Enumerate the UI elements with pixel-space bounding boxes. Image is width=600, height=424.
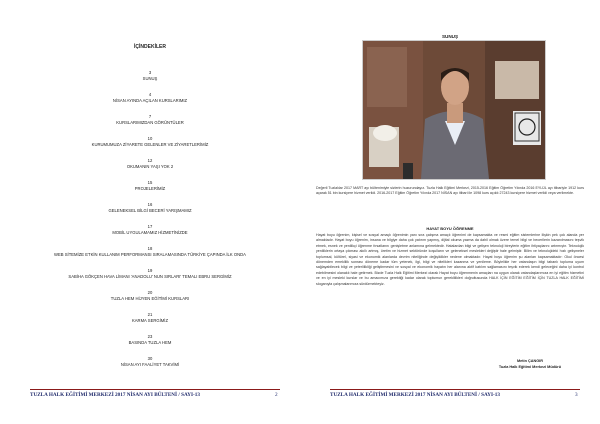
photo-illustration xyxy=(363,41,545,179)
toc-entry xyxy=(0,92,300,104)
toc-entry-title: PROJELERİMİZ xyxy=(134,186,166,191)
toc-entry-title: KARMA SERGİMİZ xyxy=(131,318,169,323)
toc-entry-title: NİSAN AYI FAALİYET TAKVİMİ xyxy=(120,362,180,367)
toc-page-number: 4 xyxy=(148,92,152,97)
toc-entry-title: SABİHA GÖKÇEN HAVA LİMANI 'ANADOLU' NUN SIRLARI' TEMALI EBRU SERGİMİZ xyxy=(68,274,232,279)
toc-page-number: 18 xyxy=(147,246,153,251)
toc-entry-title: MOBİL UYGULAMAMIZ HİZMETİNİZDE xyxy=(112,230,188,235)
toc-page-number: 12 xyxy=(147,158,153,163)
toc-entry xyxy=(0,114,300,126)
intro-paragraph: Değerli Tuzlalılar 2017 MART ayı bültenimiyle sizlerin huzurundayız. Tuzla Halk Eğitimi Merkezi, 2015-2016 Eğitim Öğretim Yılında 2016 EYLÜL ayı itibariyle 1912 kurs açarak 51 bin kursiyere hizmet verildi. 2016-2017 Eğitim Öğretim Yılında 2017 NİSAN ayı itibari ile 1098 kurs açıldı 27243 kursiyere hizmet verildi veya verilmekte. xyxy=(316,186,584,196)
toc-page-number: 16 xyxy=(147,202,153,207)
toc-entry-title: KURSLARIMIZDAN GÖRÜNTÜLER xyxy=(116,120,184,125)
toc-title: İÇİNDEKİLER xyxy=(134,44,166,50)
toc-entry xyxy=(0,356,300,368)
footer-text-right: TUZLA HALK EĞİTİMİ MERKEZİ 2017 NİSAN AYI BÜLTENİ / SAYI-13 xyxy=(330,392,500,398)
subsection-heading: HAYAT BOYU ÖĞRENME xyxy=(426,226,474,231)
toc-entry xyxy=(0,136,300,148)
toc-entry xyxy=(0,224,300,236)
toc-entry xyxy=(0,312,300,324)
body-paragraph: Hayat boyu öğrenim, kişisel ve sosyal amaçlı öğrenimin yanı sıra çalışma amaçlı öğrenimi de kapsamakta ve resmi eğitim sistemlerine ilişkin pek çok alanda yer almaktadır. Hayat boyu öğrenim, insana ve bilgiye daha çok yatırım yapmış, dijital okuma yazma da dahil olmak üzere temel bilgi ve becerilerin kazanılmasını teşvik etmek, esnek ve yenilikçi öğrenme fırsatlarını genişletme anlamına gelmektedir. Hatalardan bilgi ve gelişen teknoloji bireylerin eğitim ihtiyaçlarını artırmıştır. Teknolojik yeniliklerin ortaya çıkması akıllı artmış, üretim ve hizmet sektöründe koşulların ve geleneksel meslekleri değiştir hale gelmiştir. Bilim ve teknolojideki hızlı gelişmeler toplumsal, kültürel, siyasi ve ekonomik alanlarda devrim niteliğinde değişiklikler nedene olmaktadır. Hayat boyu öğrenim şu alanları kapsamaktadır: Okul öncesi dönemden emeklilik sonrası döneme kadar tüm yetenek, ilgi, bilgi ve nitelikleri kazanma ve yenileme. Böylelikle her vatandaşın bilgi tabanlı topluma uyum sağlayabilecek bilgi ve yeterlilikliği geliştirmesini ve sosyal ve ekonomik hayatın her alanına aktif katılım sağlamasını teşvik ederek kendi geleceğini daha iyi kontrol edebilmesini olanaklı hale getirmek. Bizde Tuzla Halk Eğitimi Merkezi olarak Hayat boyu öğrenmenin amaçları na uygun olarak vatandaşlarımıza en iyi eğitim hizmetini ve en iyi mesleki kurslar ve bu amacımıza gerektiği kadar olarak toplumun gereklilikleri doğrultusunda HALK İÇİN EĞİTİM EĞİTİM İÇİN TUZLA HALK EĞİTİMİ sloganıyla çalışmalarımıza sürdürmekteyiz. xyxy=(316,233,584,286)
toc-entry xyxy=(0,334,300,346)
toc-page-number: 20 xyxy=(147,290,153,295)
toc-page-number: 7 xyxy=(148,114,152,119)
toc-page-number: 10 xyxy=(147,136,153,141)
toc-entry xyxy=(0,158,300,170)
toc-entry-title: GELENEKSEL BİLGİ BECERİ YARIŞMAMIZ xyxy=(108,208,192,213)
toc-entry xyxy=(0,268,300,280)
toc-page-number: 3 xyxy=(148,70,152,75)
toc-entry xyxy=(0,202,300,214)
director-photo xyxy=(362,40,546,180)
footer-rule-right xyxy=(330,389,580,390)
toc-page-number: 21 xyxy=(147,312,153,317)
toc-entry xyxy=(0,70,300,82)
footer-rule-left xyxy=(30,389,280,390)
toc-page-number: 17 xyxy=(147,224,153,229)
toc-page-number: 23 xyxy=(147,334,153,339)
section-title-sunus: SUNUŞ xyxy=(441,34,459,39)
toc-entry-title: BASINDA TUZLA HEM xyxy=(128,340,172,345)
toc-entry-title: SUNUŞ xyxy=(142,76,158,81)
page-number-left: 2 xyxy=(275,392,278,398)
signature-title: Tuzla Halk Eğitimi Merkezi Müdürü xyxy=(498,365,562,369)
toc-page-number: 19 xyxy=(147,268,153,273)
toc-page-number: 15 xyxy=(147,180,153,185)
toc-entry-title: WEB SİTEMİZE ETKİN KULLANIM PERFORMANSI SIRALAMASINDA TÜRKİYE ÇAPINDA İLK ONDA xyxy=(54,252,246,257)
toc-entry-title: NİSAN AYINDA AÇILAN KURSLARIMIZ xyxy=(112,98,188,103)
toc-page-number: 30 xyxy=(147,356,153,361)
toc-entry xyxy=(0,246,300,258)
toc-entry-title: TUZLA HEM HİJYEN EĞİTİMİ KURSLARI xyxy=(110,296,190,301)
toc-entry xyxy=(0,180,300,192)
toc-entry-title: OKUMANIN YAŞI YOK 2 xyxy=(126,164,174,169)
toc-entry xyxy=(0,290,300,302)
toc-entry-title: KURUMUMUZA ZİYARETE GELENLER VE ZİYARETLERİMİZ xyxy=(91,142,209,147)
signature-name: Metin ÇANGIR xyxy=(517,359,543,363)
page-number-right: 3 xyxy=(575,392,578,398)
footer-text-left: TUZLA HALK EĞİTİMİ MERKEZİ 2017 NİSAN AYI BÜLTENİ / SAYI-13 xyxy=(30,392,200,398)
